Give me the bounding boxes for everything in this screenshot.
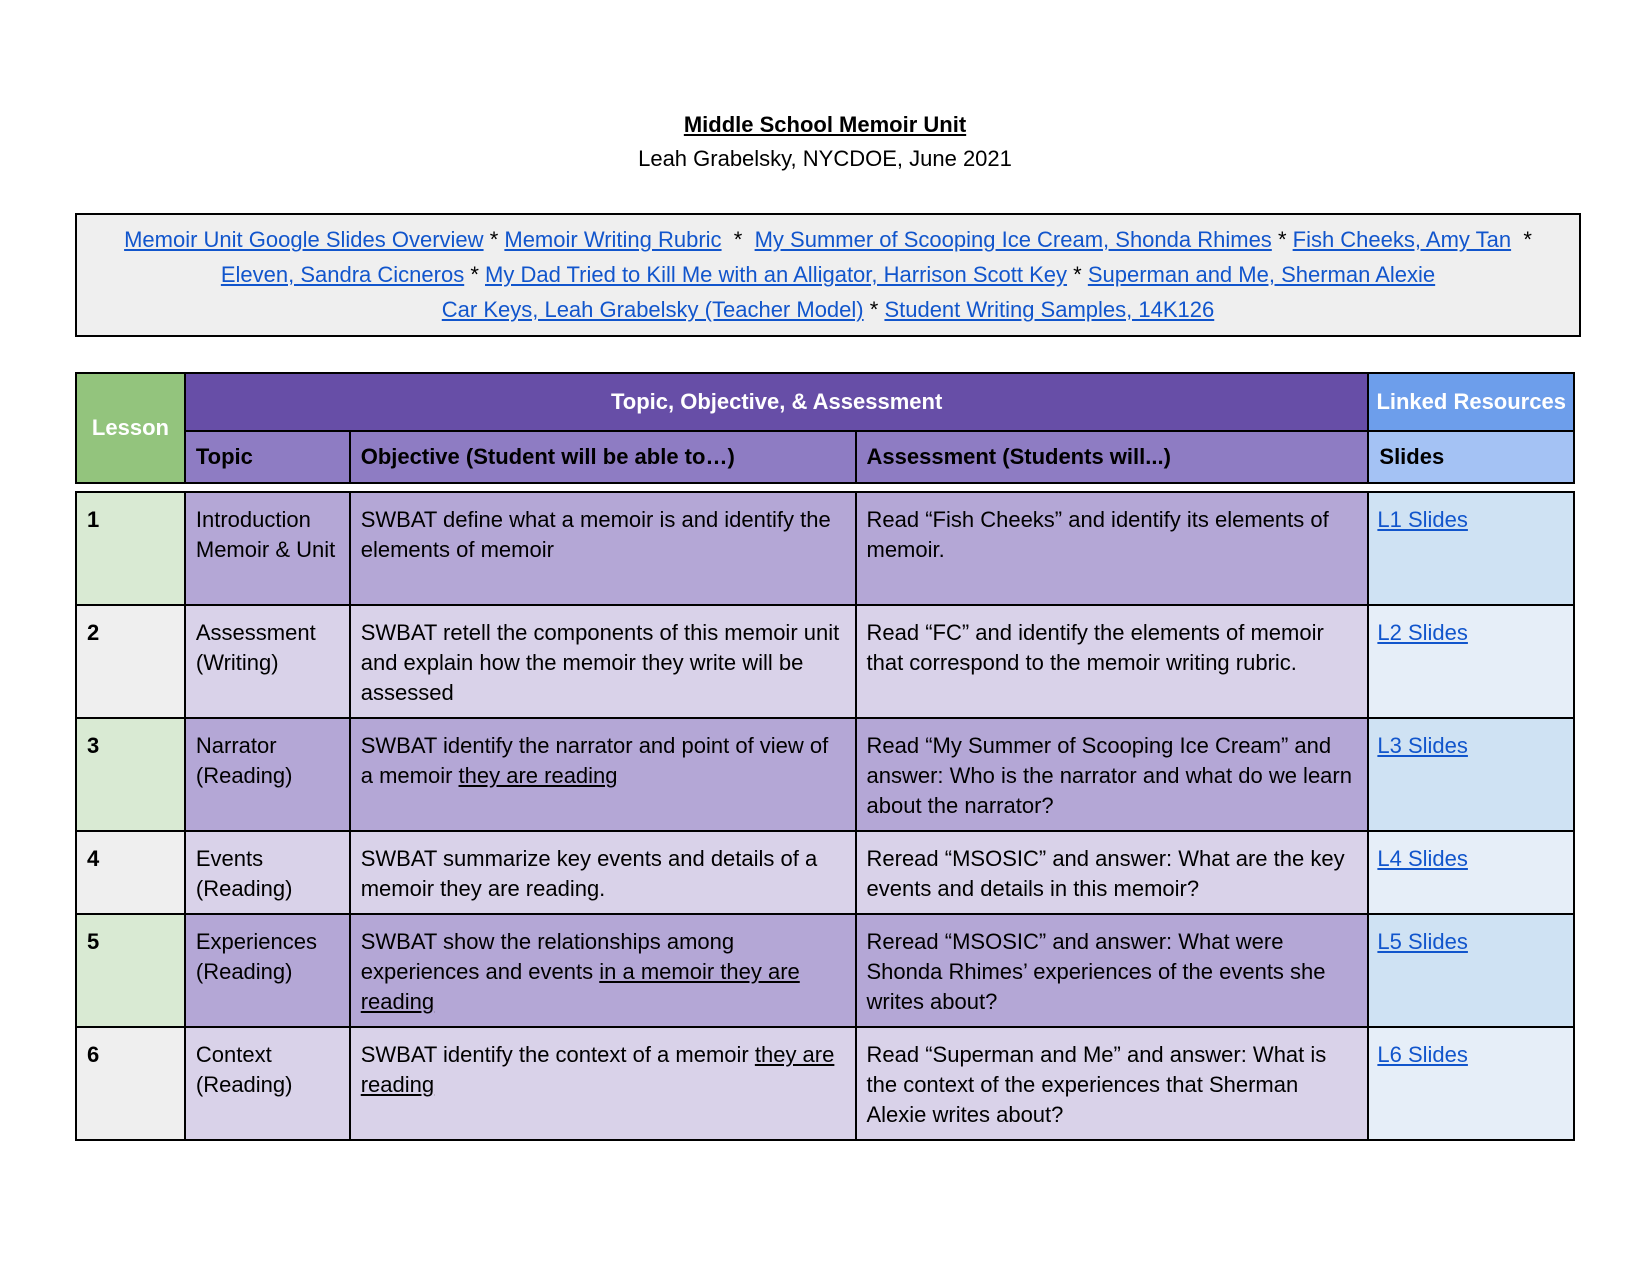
link-separator: *	[489, 227, 499, 252]
lesson-objective	[350, 492, 856, 605]
objective-underlined-text: in a memoir they are reading	[360, 959, 800, 1014]
link-separator: *	[470, 262, 479, 287]
objective-text: SWBAT identify the narrator and point of view of a memoir	[360, 733, 829, 788]
lesson-objective	[350, 914, 856, 1027]
link-separator: *	[1073, 262, 1082, 287]
lesson-slides-cell	[1368, 831, 1574, 914]
lesson-number: 3	[76, 718, 185, 831]
lesson-assessment: Read “Superman and Me” and answer: What is the context of the experiences that Sherman Alexie writes about?	[856, 1027, 1369, 1140]
header-assessment: Assessment (Students will...)	[856, 431, 1369, 483]
document-title: Middle School Memoir Unit	[683, 112, 967, 137]
table-row	[76, 718, 1574, 831]
lesson-number: 4	[76, 831, 185, 914]
objective-text: SWBAT identify the context of a memoir	[360, 1042, 755, 1067]
objective-text: SWBAT show the relationships among experiences and events	[360, 929, 735, 984]
lesson-objective	[350, 718, 856, 831]
lesson-topic: Context (Reading)	[185, 1027, 350, 1140]
slides-link[interactable]: L3 Slides	[1377, 733, 1468, 758]
table-row	[76, 914, 1574, 1027]
table-header	[75, 372, 1575, 484]
header-objective: Objective (Student will be able to…)	[350, 431, 856, 483]
lesson-assessment: Read “My Summer of Scooping Ice Cream” and answer: Who is the narrator and what do we learn about the narrator?	[856, 718, 1369, 831]
slides-link[interactable]: L1 Slides	[1377, 507, 1468, 532]
lesson-number: 6	[76, 1027, 185, 1140]
lesson-assessment: Read “FC” and identify the elements of memoir that correspond to the memoir writing rubric.	[856, 605, 1369, 718]
lesson-objective	[350, 605, 856, 718]
lesson-topic: Assessment (Writing)	[185, 605, 350, 718]
header-slides: Slides	[1368, 431, 1574, 483]
objective-underlined-text: they are reading	[360, 1042, 835, 1097]
link-separator: *	[1523, 227, 1532, 252]
lesson-objective	[350, 831, 856, 914]
lesson-topic: Introduction Memoir & Unit	[185, 492, 350, 605]
table-row	[76, 492, 1574, 605]
lesson-slides-cell	[1368, 914, 1574, 1027]
resource-link[interactable]: Memoir Unit Google Slides Overview	[124, 227, 484, 252]
lesson-topic: Experiences (Reading)	[185, 914, 350, 1027]
link-separator: *	[1277, 227, 1287, 252]
lesson-number: 1	[76, 492, 185, 605]
objective-text: SWBAT retell the components of this memoir unit and explain how the memoir they write will be assessed	[360, 620, 840, 705]
lessons-table	[75, 491, 1575, 1141]
resource-link[interactable]: Fish Cheeks, Amy Tan	[1292, 227, 1512, 252]
resource-link[interactable]: Student Writing Samples, 14K126	[884, 297, 1215, 322]
lesson-slides-cell	[1368, 718, 1574, 831]
document-subtitle: Leah Grabelsky, NYCDOE, June 2021	[638, 146, 1012, 171]
objective-underlined-text: they are reading	[458, 763, 618, 788]
lesson-topic: Narrator (Reading)	[185, 718, 350, 831]
slides-link[interactable]: L6 Slides	[1377, 1042, 1468, 1067]
lesson-objective	[350, 1027, 856, 1140]
lesson-assessment: Read “Fish Cheeks” and identify its elements of memoir.	[856, 492, 1369, 605]
objective-text: SWBAT define what a memoir is and identify the elements of memoir	[360, 507, 831, 562]
slides-link[interactable]: L4 Slides	[1377, 846, 1468, 871]
header-linked-resources: Linked Resources	[1368, 373, 1574, 431]
header-lesson: Lesson	[76, 373, 185, 483]
lesson-assessment: Reread “MSOSIC” and answer: What were Shonda Rhimes’ experiences of the events she writes about?	[856, 914, 1369, 1027]
resource-link[interactable]: Memoir Writing Rubric	[504, 227, 722, 252]
objective-text: SWBAT summarize key events and details of a memoir they are reading.	[360, 846, 818, 901]
link-separator: *	[733, 227, 743, 252]
lesson-assessment: Reread “MSOSIC” and answer: What are the key events and details in this memoir?	[856, 831, 1369, 914]
header-topic: Topic	[185, 431, 350, 483]
resource-link[interactable]: My Dad Tried to Kill Me with an Alligator, Harrison Scott Key	[485, 262, 1068, 287]
link-separator: *	[869, 297, 879, 322]
header-topic-objective-assessment: Topic, Objective, & Assessment	[185, 373, 1369, 431]
lesson-slides-cell	[1368, 492, 1574, 605]
resource-link[interactable]: My Summer of Scooping Ice Cream, Shonda Rhimes	[754, 227, 1272, 252]
lesson-slides-cell	[1368, 605, 1574, 718]
resource-link[interactable]: Eleven, Sandra Cicneros	[220, 262, 465, 287]
lesson-number: 2	[76, 605, 185, 718]
table-row	[76, 831, 1574, 914]
slides-link[interactable]: L5 Slides	[1377, 929, 1468, 954]
table-row	[76, 605, 1574, 718]
table-row	[76, 1027, 1574, 1140]
lesson-topic: Events (Reading)	[185, 831, 350, 914]
resource-link[interactable]: Car Keys, Leah Grabelsky (Teacher Model)	[441, 297, 864, 322]
resource-links-box	[75, 213, 1581, 337]
lesson-number: 5	[76, 914, 185, 1027]
slides-link[interactable]: L2 Slides	[1377, 620, 1468, 645]
resource-link[interactable]: Superman and Me, Sherman Alexie	[1087, 262, 1436, 287]
lesson-slides-cell	[1368, 1027, 1574, 1140]
